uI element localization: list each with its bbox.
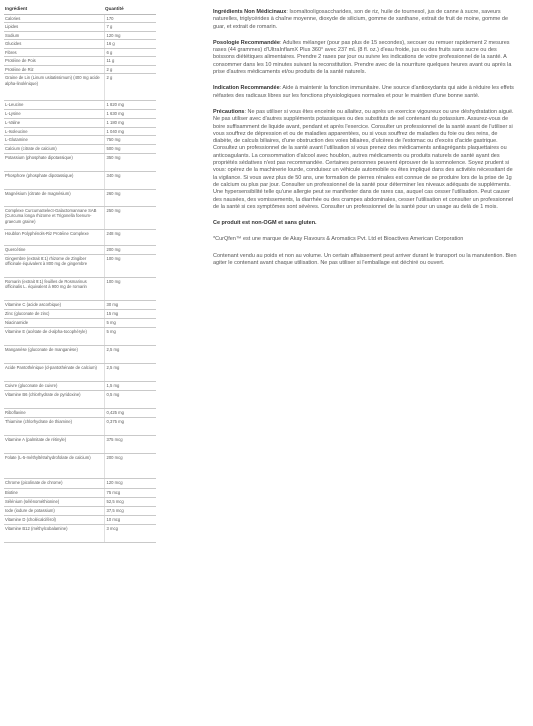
table-row [4,498,156,507]
ingredient-name-cell: Biotine [4,489,104,498]
table-row [4,301,156,310]
ingredient-quantity-cell: 2 g [104,66,156,74]
non-medicinal-label: Ingrédients Non Médicinaux [213,9,287,15]
table-row [4,246,156,255]
ingredient-name-cell: Fibres [4,48,104,56]
posology-label: Posologie Recommandée [213,39,280,46]
table-row [4,489,156,498]
product-info-panel [213,9,518,276]
ingredient-name-cell: Cuivre (gluconate de cuivre) [4,382,104,391]
ingredient-quantity-cell: 5 mg [104,319,156,328]
ingredient-quantity-cell: 200 mg [104,246,156,255]
table-row [4,101,156,110]
ingredient-quantity-cell: 7 g [104,23,156,31]
table-row [4,172,156,190]
table-row [4,154,156,172]
ingredient-quantity-cell: 1 820 mg [104,101,156,110]
nutrition-table-panel [4,4,156,543]
ingredient-quantity-cell: 37,5 mcg [104,507,156,516]
recommended-posology [213,40,518,76]
ingredient-quantity-cell: 15 mg [104,310,156,319]
ingredient-quantity-cell: 10 mcg [104,516,156,525]
table-row [4,391,156,409]
nutrition-table [4,4,156,543]
ingredient-name-cell: Complexe CurcumaSelect-Galactomannane SAB (Curcuma longa rhizome et Trigonella foenum-graecum graine) [4,207,104,230]
table-row [4,319,156,328]
ingredient-quantity-cell: 16 g [104,39,156,48]
ingredient-quantity-cell: 120 mg [104,31,156,39]
indication-text: : Aide à maintenir la fonction immunitaire. Une source d'antioxydants qui aide à réduire les effets néfastes des radicaux libres sur les fonctions physiologiques normales et pour le maintien d'une bonne santé. [213,85,514,99]
ingredient-name-cell: Vitamine B12 (méthylcobalamine) [4,525,104,543]
ingredient-quantity-cell: 375 mcg [104,436,156,454]
table-row [4,145,156,154]
ingredient-quantity-cell: 100 mg [104,255,156,278]
table-row [4,57,156,66]
ingredient-quantity-cell: 30 mg [104,301,156,310]
header-quantity: Quantité [104,4,156,15]
ingredient-quantity-cell: 120 mcg [104,479,156,489]
table-row [4,278,156,301]
ingredient-name-cell: Manganèse (gluconate de manganèse) [4,346,104,364]
table-row [4,310,156,319]
table-body [4,15,156,543]
ingredient-name-cell: Vitamine E (acétate de d-alpha-tocophéryle) [4,328,104,346]
ingredient-quantity-cell: 0,425 mg [104,409,156,418]
ingredient-name-cell: Iode (iodure de potassium) [4,507,104,516]
ingredient-name-cell: Thiamine (chlorhydrate de thiamine) [4,418,104,436]
ingredient-quantity-cell: 340 mg [104,172,156,190]
ingredient-name-cell: Potassium (phosphate dipotassique) [4,154,104,172]
table-row [4,190,156,207]
table-row [4,118,156,127]
indication-label: Indication Recommandée [213,85,280,92]
ingredient-quantity-cell: 5 mg [104,328,156,346]
non-gmo-statement: Ce produit est non-OGM et sans gluten. [213,220,317,227]
ingredient-name-cell: Niacinamide [4,319,104,328]
ingredient-quantity-cell: 250 mg [104,207,156,230]
ingredient-name-cell: Romarin (extrait 9:1) feuilles de Rosmarinus officinalis L. équivalent à 900 mg de romarin [4,278,104,301]
ingredient-name-cell: Chrome (picolinate de chrome) [4,479,104,489]
ingredient-quantity-cell: 248 mg [104,230,156,246]
ingredient-name-cell: Folate (L-5-méthyltétrahydrofolate de calcium) [4,454,104,479]
table-row [4,48,156,56]
table-row [4,66,156,74]
table-row [4,346,156,364]
ingredient-quantity-cell: 500 mg [104,145,156,154]
ingredient-quantity-cell: 6 g [104,48,156,56]
ingredient-name-cell: Quercétine [4,246,104,255]
ingredient-quantity-cell: 1 630 mg [104,110,156,118]
table-row [4,31,156,39]
ingredient-name-cell: Calcium (citrate de calcium) [4,145,104,154]
table-row [4,328,156,346]
ingredient-name-cell: L-Lysine [4,110,104,118]
precautions [213,109,518,211]
container-notice: Contenant vendu au poids et non au volume. Un certain affaissement peut arriver durant le transport ou la manutention. Bien agiter le contenant avant chaque utilisation. Ne pas utiliser si l'emballage est déchiré ou ouvert. [213,252,517,267]
table-row [4,23,156,31]
ingredient-name-cell: L-Valine [4,118,104,127]
table-row [4,507,156,516]
ingredient-name-cell: L-Glutamine [4,136,104,145]
ingredient-name-cell: Vitamine A (palmitate de rétinyle) [4,436,104,454]
table-row [4,74,156,101]
ingredient-name-cell: Vitamine D (cholécalciférol) [4,516,104,525]
ingredient-quantity-cell: 2,5 mg [104,364,156,382]
ingredient-quantity-cell: 1 040 mg [104,127,156,135]
ingredient-quantity-cell: 750 mg [104,136,156,145]
ingredient-quantity-cell: 1,5 mg [104,382,156,391]
non-medicinal-text: : Isomaltooligosaccharides, son de riz, huile de tournesol, jus de canne à sucre, saveurs naturelles, triglycérides à chaîne moyenne, dioxyde de silicium, gomme de xanthane, extrait de fruit de moine, gomme de guar, et extrait de romarin. [213,9,509,30]
ingredient-name-cell: Calories [4,15,104,23]
ingredient-name-cell: Gingembre (extrait 8:1) rhizome de Zingiber officinale équivalent à 800 mg de gingembre [4,255,104,278]
ingredient-name-cell: Lipides [4,23,104,31]
ingredient-name-cell: Protéine de Pois [4,57,104,66]
ingredient-quantity-cell: 200 mcg [104,454,156,479]
ingredient-quantity-cell: 3 mcg [104,525,156,543]
table-row [4,39,156,48]
table-row [4,525,156,543]
table-row [4,436,156,454]
ingredient-name-cell: Phosphore (phosphate dipotassique) [4,172,104,190]
ingredient-name-cell: Vitamine B6 (chlorhydrate de pyridoxine) [4,391,104,409]
ingredient-name-cell: Magnésium (citrate de magnésium) [4,190,104,207]
table-row [4,364,156,382]
table-row [4,454,156,479]
table-row [4,516,156,525]
precautions-text: : Ne pas utiliser si vous êtes enceinte ou allaitez, ou après un exercice vigoureux ou une déshydratation aiguë. Ne pas utiliser avec d'autres suppléments potassiques ou des substituts de sel contenant du potassium. Assurez-vous de boire suffisamment de liquide avant, pendant et après l'exercice. Consulter un professionnel de la santé avant de l'utiliser si vous souffrez de dépression et ou de maladies apparentées, ou si vous souffrez de maladies du foie ou des reins, de diabète, de calculs biliaires, d'une obstruction des voies biliaires, d'ulcères de l'estomac ou d'excès d'acide gastrique. Consultez un professionnel de la santé avant l'utilisation si vous prenez des médicaments antiagrégants plaquettaires ou anticoagulants. La consommation d'alcool avec houblon, autres médicaments ou produits naturels de santé ayant des propriétés sédatives n'est pas recommandée. Certaines personnes peuvent éprouver de la somnolence. Soyez prudent si vous: opérez de la machinerie lourde, conduisez un véhicule automobile ou êtes impliqué dans des activités nécessitant de la vigilance. Si vous avez plus de 50 ans, une formation de pierres rénales est connue de se produire lors de la prise de 1g de calcium ou plus par jour. Consulter un professionnel de la santé pour déterminer les niveaux adéquats de suppléments. Une hypersensibilité telle qu'une allergie peut se manifester dans de rares cas, auquel cas cesser l'utilisation. Peut causer des nausées, des vomissements, la diarrhée ou des crampes abdominales, cesser l'utilisation et consulter un professionnel de la santé si ces symptômes sont sévères. Consulter un professionnel de la santé pour un usage au delà de 1 mois. [213,108,514,210]
ingredient-name-cell: Vitamine C (acide ascorbique) [4,301,104,310]
ingredient-name-cell: Graine de Lin (Linum usitatissimum) (400 mg acide alpha-linolénique) [4,74,104,101]
table-row [4,110,156,118]
ingredient-quantity-cell: 2,5 mg [104,346,156,364]
ingredient-name-cell: Acide Pantothénique (d-pantothénate de calcium) [4,364,104,382]
ingredient-name-cell: Zinc (gluconate de zinc) [4,310,104,319]
trademark-notice: *CurQfen™ est une marque de Akay Flavours & Aromatics Pvt. Ltd et Bioactives American Corporation [213,236,464,243]
ingredient-quantity-cell: 75 mcg [104,489,156,498]
ingredient-name-cell: Glucides [4,39,104,48]
ingredient-name-cell: Sodium [4,31,104,39]
posology-text: : Adultes mélanger (pour pas plus de 15 secondes), secouer ou remuer rapidement 2 mesures rases (44 grammes) d'UltraInflamX Plus 360° avec 237 mL (8 fl. oz.) d'eau froide, jus ou des fruits sans sucre ou des boissons diététiques alimentaires. Prendre 2 rases par jour ou suivre les indications de votre professionnel de la santé. A consommer dans les 10 minutes suivant la reconstitution. Prendre avec de la nourriture quelques heures avant ou après la prise d'autres médicaments et/ou produits de la santé naturels. [213,39,512,76]
table-row [4,479,156,489]
table-row [4,230,156,246]
ingredient-quantity-cell: 2 g [104,74,156,101]
table-row [4,207,156,230]
ingredient-quantity-cell: 100 mg [104,278,156,301]
table-row [4,418,156,436]
ingredient-name-cell: L-Isoleucine [4,127,104,135]
ingredient-quantity-cell: 11 g [104,57,156,66]
ingredient-name-cell: Sélénium (sélénométhionine) [4,498,104,507]
ingredient-quantity-cell: 260 mg [104,190,156,207]
table-row [4,255,156,278]
non-medicinal-ingredients [213,9,518,31]
table-row [4,15,156,23]
recommended-indication [213,85,518,100]
table-row [4,382,156,391]
ingredient-quantity-cell: 1 180 mg [104,118,156,127]
table-header-row [4,4,156,15]
ingredient-quantity-cell: 170 [104,15,156,23]
ingredient-quantity-cell: 0,375 mg [104,418,156,436]
ingredient-name-cell: Houblon Polyphénols-Riz Protéine Complexe [4,230,104,246]
table-row [4,136,156,145]
table-row [4,409,156,418]
table-row [4,127,156,135]
ingredient-name-cell: Protéine de Riz [4,66,104,74]
precautions-label: Précautions [213,108,245,115]
header-ingredient: Ingrédient [4,4,104,15]
ingredient-quantity-cell: 0,5 mg [104,391,156,409]
ingredient-name-cell: L-Leucine [4,101,104,110]
ingredient-quantity-cell: 52,5 mcg [104,498,156,507]
ingredient-quantity-cell: 350 mg [104,154,156,172]
ingredient-name-cell: Riboflavine [4,409,104,418]
